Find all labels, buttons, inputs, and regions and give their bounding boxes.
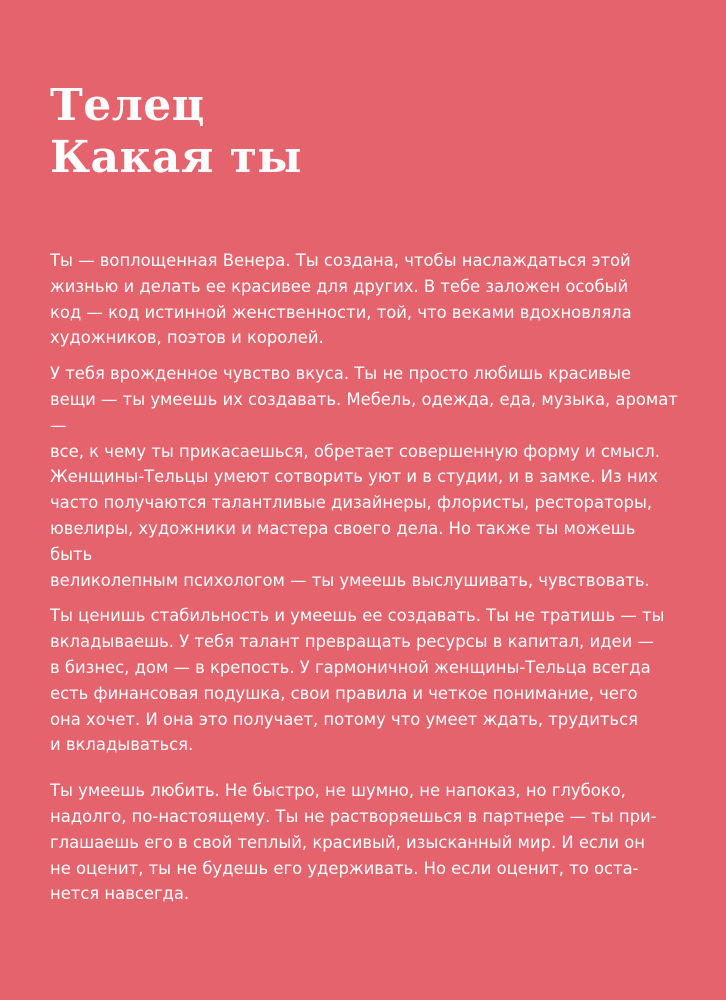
title-line-subtitle: Какая ты [50,132,303,183]
title-line-sign: Телец [50,80,205,131]
body-text [50,248,680,907]
paragraph-taste: У тебя врожденное чувство вкуса. Ты не просто любишь красивые вещи — ты умеешь их создавать. Мебель, одежда, еда, музыка, аромат — все, к чему ты прикасаешься, обретает совершенную форму и смысл. Женщины-Тельцы умеют сотворить уют и в студии, и в замке. Из них часто получаются талантливые дизайнеры, флористы, рестораторы, ювелиры, художники и мастера своего дела. Но также ты можешь быть великолепным психологом — ты умеешь выслушивать, чувствовать. [50,364,678,590]
paragraph-love: Ты умеешь любить. Не быстро, не шумно, не напоказ, но глубоко, надолго, по-настоящему. Ты не растворяешься в партнере — ты при- глашаешь его в свой теплый, красивый, изысканный мир. И если он не оценит, ты не будешь его удерживать. Но если оценит, то оста- нется навсегда. [50,781,657,904]
paragraph-venus: Ты — воплощенная Венера. Ты создана, чтобы наслаждаться этой жизнью и делать ее красивее для других. В тебе заложен особый код — код истинной женственности, той, что веками вдохновляла художников, поэтов и королей. [50,251,632,348]
paragraph-stability: Ты ценишь стабильность и умеешь ее создавать. Ты не тратишь — ты вкладываешь. У тебя талант превращать ресурсы в капитал, идеи — в бизнес, дом — в крепость. У гармоничной женщины-Тельца всегда есть финансовая подушка, свои правила и четкое понимание, чего она хочет. И она это получает, потому что умеет ждать, трудиться и вкладываться. [50,606,665,755]
page-title [50,80,302,184]
